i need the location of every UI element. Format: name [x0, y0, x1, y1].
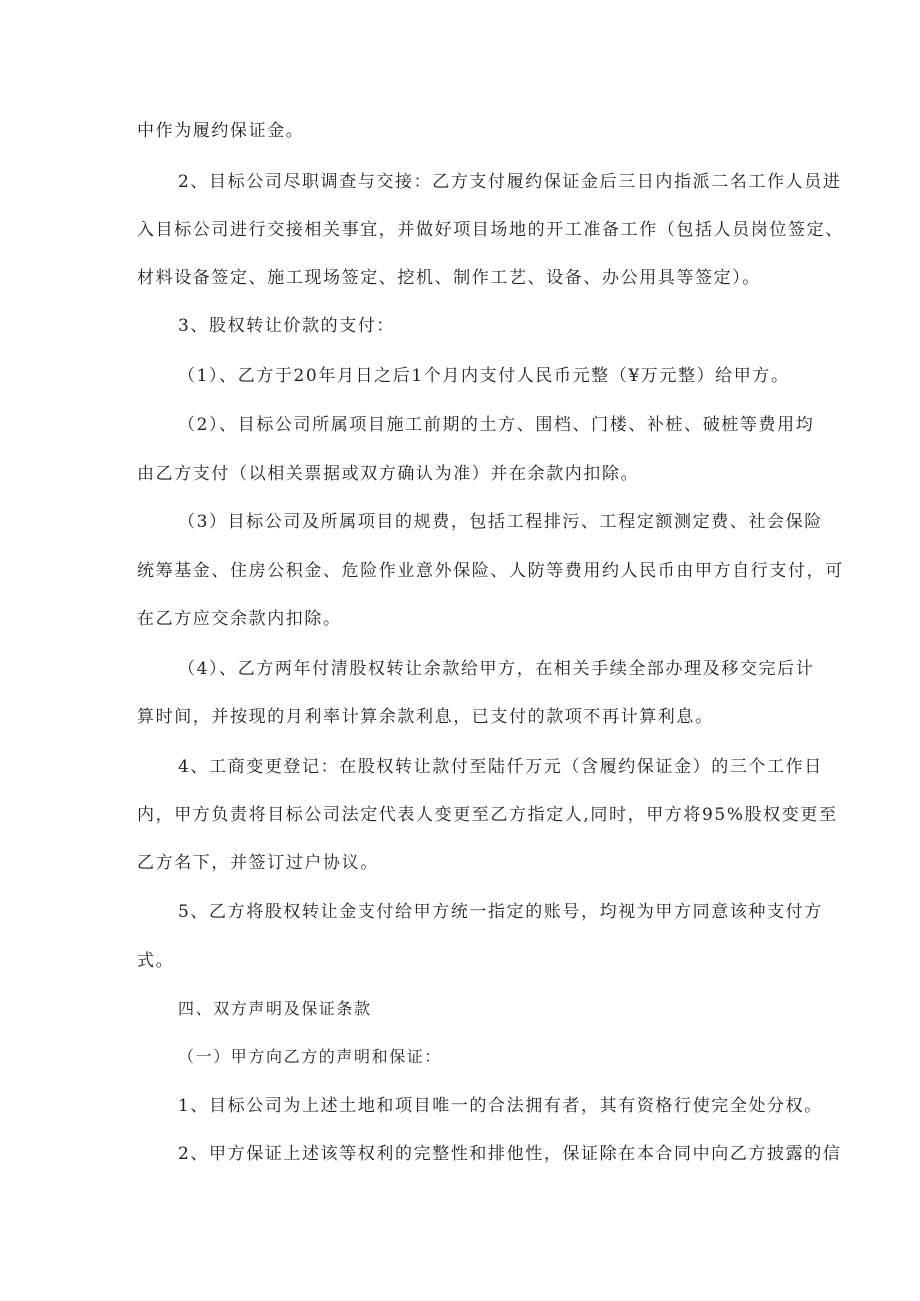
text-line: 2、甲方保证上述该等权利的完整性和排他性，保证除在本合同中向乙方披露的信 [178, 1144, 842, 1164]
text-line: 5、乙方将股权转让金支付给甲方统一指定的账号，均视为甲方同意该种支付方 [178, 902, 823, 922]
text-line: 中作为履约保证金。 [137, 121, 305, 141]
subsection-heading: （一）甲方向乙方的声明和保证： [178, 1047, 443, 1066]
text-line: （3）目标公司及所属项目的规费，包括工程排污、工程定额测定费、社会保险 [178, 512, 823, 532]
text-line: （4）、乙方两年付清股权转让余款给甲方，在相关手续全部办理及移交完后计 [178, 659, 815, 679]
text-line: 在乙方应交余款内扣除。 [137, 609, 342, 629]
text-line: 式。 [137, 951, 175, 971]
section-heading: 3、股权转让价款的支付： [178, 316, 396, 336]
text-line: 统筹基金、住房公积金、危险作业意外保险、人防等费用约人民币由甲方自行支付，可 [137, 561, 844, 581]
section-heading: 四、双方声明及保证条款 [178, 999, 372, 1018]
text-line: （1）、乙方于20年月日之后1个月内支付人民币元整（¥万元整）给甲方。 [178, 366, 790, 386]
text-line: 1、目标公司为上述土地和项目唯一的合法拥有者，其有资格行使完全处分权。 [178, 1096, 823, 1116]
text-line: 内，甲方负责将目标公司法定代表人变更至乙方指定人,同时，甲方将95%股权变更至 [137, 805, 838, 825]
text-line: 4、工商变更登记：在股权转让款付至陆仟万元（含履约保证金）的三个工作日 [178, 757, 823, 777]
text-line: 乙方名下，并签订过户协议。 [137, 853, 379, 873]
text-line: 2、目标公司尽职调查与交接：乙方支付履约保证金后三日内指派二名工作人员进 [178, 172, 842, 192]
text-line: 材料设备签定、施工现场签定、挖机、制作工艺、设备、办公用具等签定）。 [137, 268, 761, 288]
text-line: 由乙方支付（以相关票据或双方确认为准）并在余款内扣除。 [137, 464, 640, 484]
text-line: 算时间，并按现的月利率计算余款利息，已支付的款项不再计算利息。 [137, 707, 714, 727]
text-line: 入目标公司进行交接相关事宜，并做好项目场地的开工准备工作（包括人员岗位签定、 [137, 220, 844, 240]
text-line: （2）、目标公司所属项目施工前期的土方、围档、门楼、补桩、破桩等费用均 [178, 415, 815, 435]
